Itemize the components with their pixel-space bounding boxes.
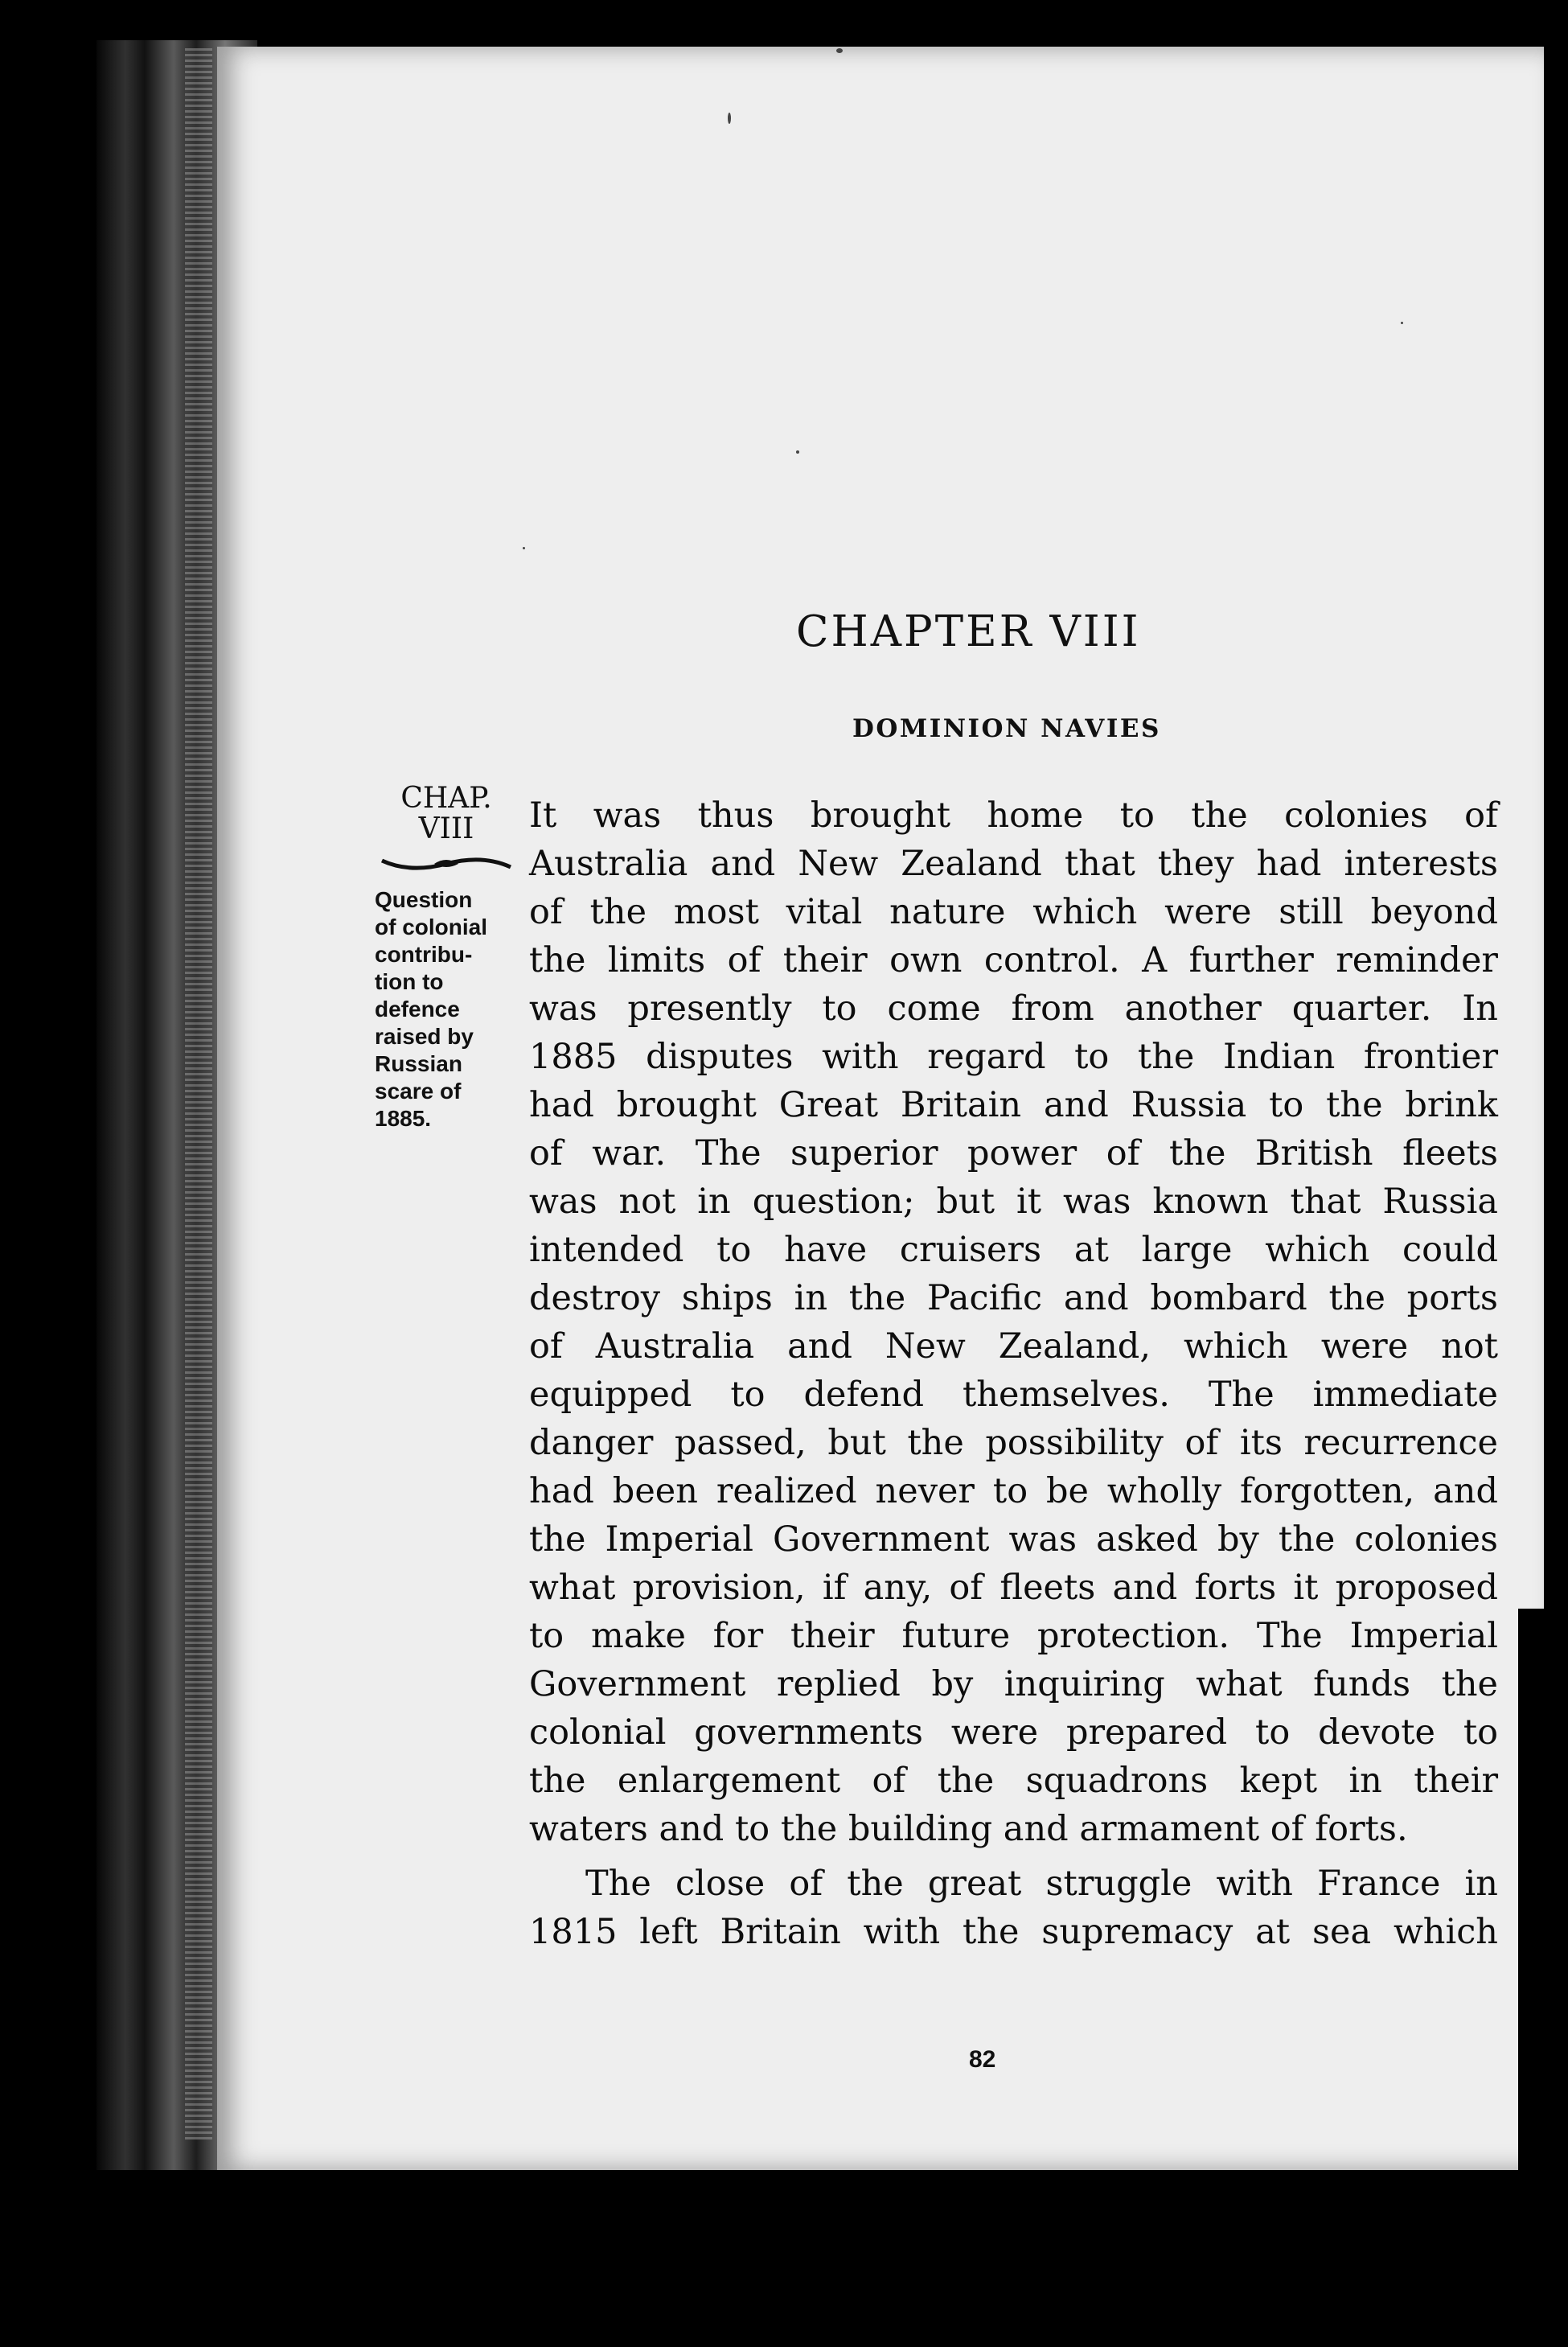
body-line: destroy ships in the Pacific and bombard the ports — [529, 1278, 1498, 1318]
margin-chapter-label — [374, 783, 519, 845]
margin-note-line: Question — [375, 887, 473, 912]
body-line: had brought Great Britain and Russia to the brink — [529, 1085, 1498, 1125]
body-line: the limits of their own control. A further reminder — [529, 940, 1498, 980]
page-number: 82 — [969, 2046, 996, 2073]
body-line: Australia and New Zealand that they had interests — [529, 844, 1498, 884]
margin-note-line: raised by — [375, 1024, 474, 1049]
body-line: Government replied by inquiring what funds the — [529, 1664, 1498, 1704]
margin-chap-text: CHAP. — [400, 782, 492, 815]
margin-note-line: 1885. — [375, 1106, 432, 1131]
body-line: danger passed, but the possibility of its recurrence — [529, 1423, 1498, 1463]
section-title: DOMINION NAVIES — [852, 714, 1161, 743]
body-line: intended to have cruisers at large which could — [529, 1230, 1498, 1270]
margin-note-line: tion to — [375, 969, 444, 994]
body-line: what provision, if any, of fleets and forts it proposed — [529, 1568, 1498, 1608]
body-text — [529, 791, 1498, 1956]
body-line: of the most vital nature which were still beyond — [529, 892, 1498, 932]
margin-note — [375, 886, 527, 1132]
body-line: The close of the great struggle with France in — [585, 1864, 1498, 1904]
ornament-swash-icon — [378, 853, 515, 875]
body-line: 1885 disputes with regard to the Indian frontier — [529, 1037, 1498, 1077]
margin-note-line: of colonial — [375, 915, 487, 939]
margin-note-line: Russian — [375, 1051, 462, 1076]
bottom-shadow — [96, 2170, 1568, 2347]
page-edges — [185, 48, 212, 2139]
body-line: 1815 left Britain with the supremacy at sea which — [529, 1912, 1498, 1952]
body-line: of Australia and New Zealand, which were not — [529, 1326, 1498, 1367]
margin-note-line: defence — [375, 997, 460, 1021]
body-line: It was thus brought home to the colonies of — [529, 795, 1498, 836]
body-line: equipped to defend themselves. The immediate — [529, 1375, 1498, 1415]
body-line: to make for their future protection. The Imperial — [529, 1616, 1498, 1656]
margin-chap-number: VIII — [418, 812, 474, 845]
margin-note-line: contribu- — [375, 942, 473, 967]
body-line: of war. The superior power of the British fleets — [529, 1133, 1498, 1174]
body-line: the Imperial Government was asked by the colonies — [529, 1519, 1498, 1560]
body-line: the enlargement of the squadrons kept in their — [529, 1761, 1498, 1801]
margin-note-line: scare of — [375, 1079, 462, 1104]
body-line: waters and to the building and armament of forts. — [529, 1809, 1408, 1849]
body-line: had been realized never to be wholly forgotten, and — [529, 1471, 1498, 1511]
body-line: colonial governments were prepared to devote to — [529, 1712, 1498, 1753]
chapter-title: CHAPTER VIII — [796, 607, 1141, 656]
body-line: was not in question; but it was known that Russia — [529, 1182, 1498, 1222]
body-line: was presently to come from another quarter. In — [529, 989, 1498, 1029]
